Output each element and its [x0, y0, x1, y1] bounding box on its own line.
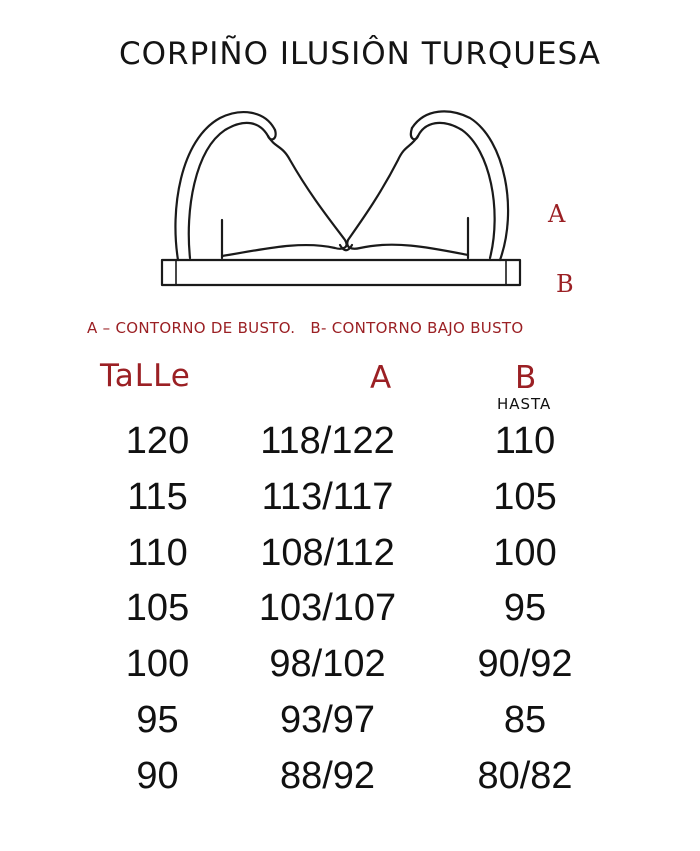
table-row — [0, 699, 700, 751]
size-cell: 120 — [125, 420, 190, 462]
underbust-cell: 100 — [493, 532, 557, 574]
header-b: B — [515, 360, 538, 396]
bust-cell: 113/117 — [261, 476, 394, 518]
header-talle: TaLLe — [100, 358, 191, 394]
size-cell: 90 — [136, 755, 179, 797]
bust-cell: 98/102 — [269, 643, 386, 685]
underbust-cell: 90/92 — [477, 643, 573, 685]
table-row — [0, 420, 700, 472]
size-cell: 105 — [125, 587, 190, 629]
size-cell: 110 — [127, 532, 188, 574]
page-title: CORPIÑO ILUSIÔN TURQUESA — [119, 36, 601, 72]
size-cell: 115 — [127, 476, 188, 518]
size-cell: 95 — [136, 699, 179, 741]
table-row — [0, 587, 700, 639]
bust-cell: 103/107 — [258, 587, 397, 629]
underbust-cell: 110 — [494, 420, 556, 462]
legend-b: B- CONTORNO BAJO BUSTO — [310, 319, 524, 337]
table-row — [0, 532, 700, 584]
underbust-cell: 105 — [493, 476, 557, 518]
header-a: A — [370, 360, 393, 396]
bust-cell: 93/97 — [279, 699, 376, 741]
header-b-subtitle: HASTA — [497, 395, 552, 413]
diagram-label-a: A — [548, 200, 566, 228]
underbust-cell: 95 — [503, 587, 547, 629]
bust-cell: 108/112 — [260, 532, 395, 574]
underbust-cell: 80/82 — [477, 755, 573, 797]
underbust-cell: 85 — [503, 699, 547, 741]
table-row — [0, 643, 700, 695]
legend-a: A – CONTORNO DE BUSTO. — [87, 319, 296, 337]
legend — [87, 319, 687, 337]
table-row — [0, 755, 700, 807]
bra-illustration — [150, 100, 550, 310]
bust-cell: 88/92 — [279, 755, 376, 797]
size-cell: 100 — [125, 643, 190, 685]
table-row — [0, 476, 700, 528]
bust-cell: 118/122 — [260, 420, 395, 462]
diagram-label-b: B — [556, 270, 574, 298]
